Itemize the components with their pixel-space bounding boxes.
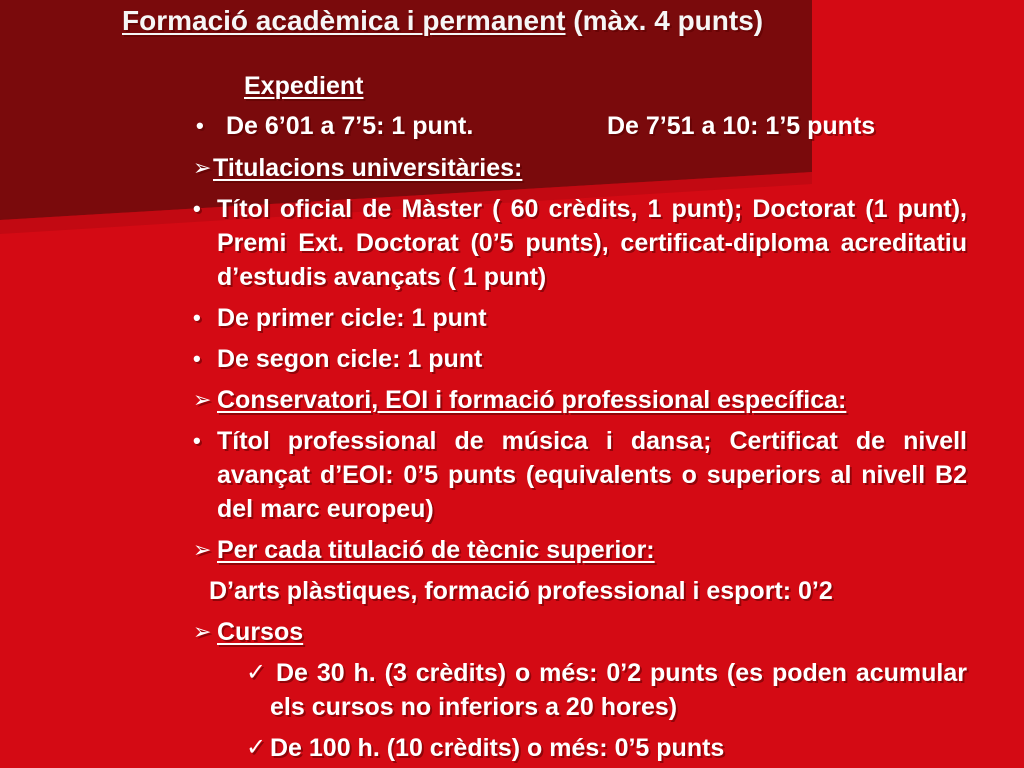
title-suffix: (màx. 4 punts) bbox=[573, 5, 764, 36]
bullet-icon: • bbox=[193, 428, 201, 453]
arrow-icon: ➢ bbox=[193, 537, 212, 562]
conservatori-heading: Conservatori, EOI i formació professional específica: bbox=[217, 386, 847, 414]
expedient-item-a: De 6’01 a 7’5: 1 punt. bbox=[226, 112, 474, 140]
cursos-heading: Cursos bbox=[217, 618, 304, 646]
bullet-icon: • bbox=[196, 113, 204, 138]
tecnic-heading: Per cada titulació de tècnic superior: bbox=[217, 536, 655, 564]
bullet-icon: • bbox=[193, 305, 201, 330]
curs-30-text: De 30 h. (3 crèdits) o més: 0’2 punts (es poden acumular els cursos no inferiors a 20 hores) bbox=[270, 659, 967, 721]
arrow-icon: ➢ bbox=[193, 387, 212, 412]
tecnic-text: D’arts plàstiques, formació professional i esport: 0’2 bbox=[209, 577, 833, 605]
bullet-icon: • bbox=[193, 346, 201, 371]
title-main: Formació acadèmica i permanent bbox=[122, 5, 566, 36]
expedient-heading: Expedient bbox=[244, 72, 364, 100]
master-text: Títol oficial de Màster ( 60 crèdits, 1 punt); Doctorat (1 punt), Premi Ext. Doctorat (0’5 punts), certificat-diploma acreditatiu d’estudis avançats ( 1 punt) bbox=[217, 195, 967, 291]
primer-cicle-text: De primer cicle: 1 punt bbox=[217, 304, 487, 332]
arrow-icon: ➢ bbox=[193, 155, 212, 180]
curs-100-text: De 100 h. (10 crèdits) o més: 0’5 punts bbox=[270, 734, 725, 762]
arrow-icon: ➢ bbox=[193, 619, 212, 644]
expedient-item-b: De 7’51 a 10: 1’5 punts bbox=[607, 112, 876, 140]
check-icon: ✓ bbox=[246, 734, 267, 761]
bullet-icon: • bbox=[193, 196, 201, 221]
titulacions-heading: Titulacions universitàries: bbox=[213, 154, 523, 182]
segon-cicle-text: De segon cicle: 1 punt bbox=[217, 345, 483, 373]
check-icon: ✓ bbox=[246, 659, 267, 686]
conservatori-text: Títol professional de música i dansa; Certificat de nivell avançat d’EOI: 0’5 punts (equivalents o superiors al nivell B2 del marc europeu) bbox=[217, 427, 967, 523]
slide-title bbox=[122, 4, 763, 38]
